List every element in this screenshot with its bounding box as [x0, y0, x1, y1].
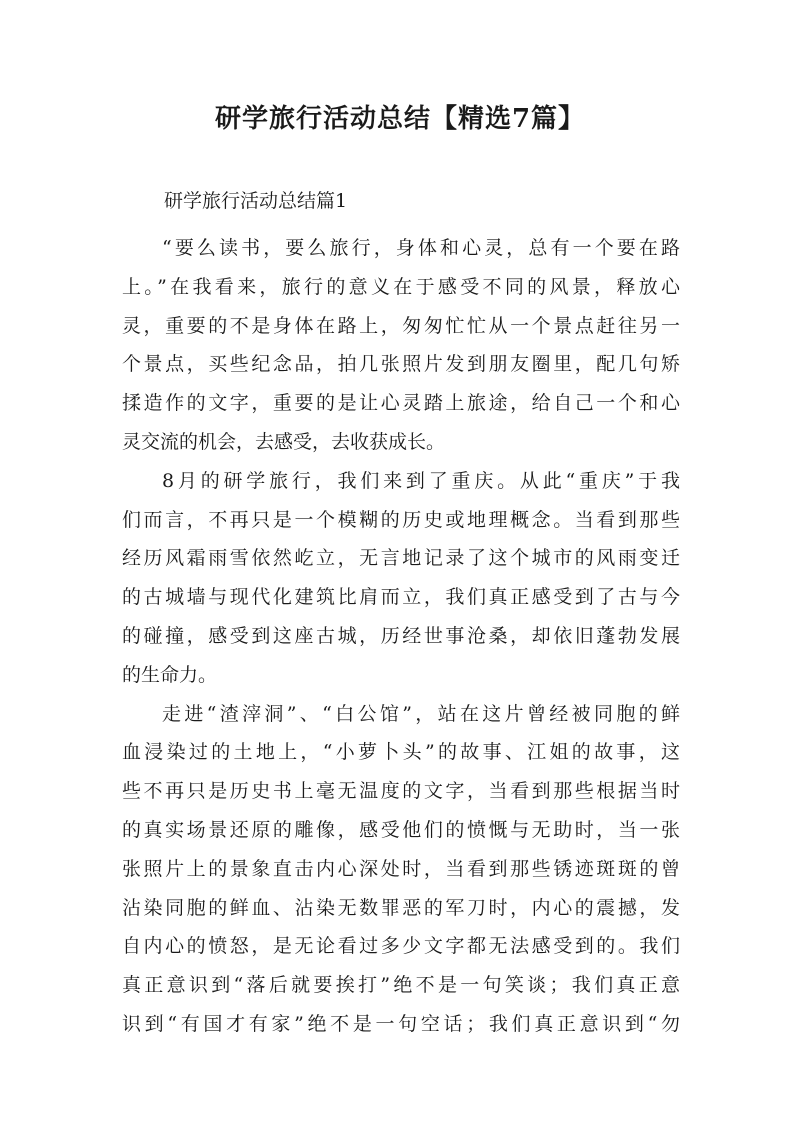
text-line: 张照片上的景象直击内心深处时，当看到那些锈迹斑斑的曾	[122, 857, 680, 880]
text-line: 的古城墙与现代化建筑比肩而立，我们真正感受到了古与今	[122, 586, 680, 609]
section-heading: 研学旅行活动总结篇1	[164, 190, 348, 212]
body-text	[122, 229, 680, 1044]
text-line: 的真实场景还原的雕像，感受他们的愤慨与无助时，当一张	[122, 818, 680, 841]
text-line: 些不再只是历史书上毫无温度的文字，当看到那些根据当时	[122, 780, 680, 803]
document-title: 研学旅行活动总结【精选7篇】	[214, 104, 586, 134]
text-line: 走进“渣滓洞”、“白公馆”，站在这片曾经被同胞的鲜	[162, 702, 680, 725]
text-line: 上。”在我看来，旅行的意义在于感受不同的风景，释放心	[122, 275, 680, 298]
text-line: 8月的研学旅行，我们来到了重庆。从此“重庆”于我	[162, 469, 680, 492]
text-line: 的生命力。	[122, 663, 218, 686]
text-line: 识到“有国才有家”绝不是一句空话；我们真正意识到“勿	[122, 1012, 680, 1035]
text-line: 个景点，买些纪念品，拍几张照片发到朋友圈里，配几句矫	[122, 353, 680, 376]
text-line: 真正意识到“落后就要挨打”绝不是一句笑谈；我们真正意	[122, 974, 680, 997]
text-line: “要么读书，要么旅行，身体和心灵，总有一个要在路	[162, 237, 680, 259]
text-line: 们而言，不再只是一个模糊的历史或地理概念。当看到那些	[122, 508, 680, 531]
text-line: 自内心的愤怒，是无论看过多少文字都无法感受到的。我们	[122, 935, 680, 958]
text-line: 的碰撞，感受到这座古城，历经世事沧桑，却依旧蓬勃发展	[122, 624, 680, 647]
text-line: 灵，重要的不是身体在路上，匆匆忙忙从一个景点赶往另一	[122, 314, 680, 337]
text-line: 揉造作的文字，重要的是让心灵踏上旅途，给自己一个和心	[122, 392, 680, 415]
text-line: 灵交流的机会，去感受，去收获成长。	[122, 430, 446, 453]
text-line: 沾染同胞的鲜血、沾染无数罪恶的军刀时，内心的震撼，发	[122, 896, 680, 919]
text-line: 血浸染过的土地上，“小萝卜头”的故事、江姐的故事，这	[122, 741, 680, 764]
text-line: 经历风霜雨雪依然屹立，无言地记录了这个城市的风雨变迁	[122, 547, 680, 570]
